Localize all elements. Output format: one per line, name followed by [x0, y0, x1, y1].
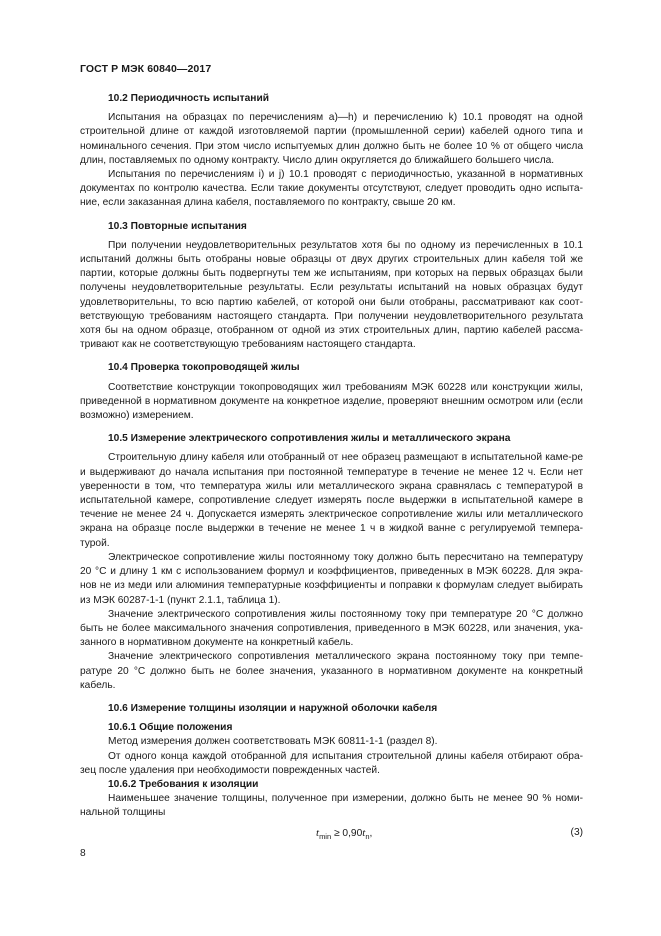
section-10-3 [80, 220, 583, 353]
paragraph: Наименьшее значение толщины, полученное при измерении, должно быть не менее 90 % номи-нальной толщины [80, 793, 583, 819]
formula-var: t [362, 826, 366, 839]
section-10-4 [80, 361, 583, 423]
section-10-5 [80, 432, 583, 693]
formula-tail: , [369, 827, 373, 839]
formula-sub: min [319, 831, 332, 841]
section-title: 10.5 Измерение электрического сопротивления жилы и металлического экрана [108, 433, 511, 445]
paragraph: Электрическое сопротивление жилы постоянному току должно быть пересчитано на температуру 20 °С и длину 1 км с использованием формул и коэффициентов, приведенных в МЭК 60228. Для экра-нов не из меди или алюминия температурные коэффициенты и поправки к формулам следует выбирать из МЭК 60287-1-1 (пункт 2.1.1, таблица 1). [80, 551, 583, 606]
subsection-title: 10.6.1 Общие положения [108, 722, 233, 734]
page-number: 8 [80, 848, 86, 859]
paragraph: При получении неудовлетворительных результатов хотя бы по одному из перечисленных в 10.1 испытаний должны быть отобраны новые образцы от двух других строительных длин кабеля той же партии, которые должны быть подвергнуты тем же испытаниям, при которых на первых образцах были получены неудовлетворительные результаты. Если результаты испытаний на новых образцах будут удовлетворительны, то всю партию кабелей, от которой они были отобраны, рассматривают как соот-ветствующую требованиям настоящего стандарта. При получении неудовлетворительного результата хотя бы на одном образце, отобранном от одной из этих строительных длин, партию кабелей рассма-тривают как не соответствующую требованиям настоящего стандарта. [80, 239, 583, 351]
paragraph: Значение электрического сопротивления жилы постоянному току при температуре 20 °С должно быть не более максимального значения сопротивления, приведенного в МЭК 60228, или значения, ука-занного в нормативном документе на конкретный кабель. [80, 608, 583, 649]
formula-var: t [316, 826, 320, 839]
subsection-title: 10.6.2 Требования к изоляции [108, 778, 259, 790]
paragraph: Испытания на образцах по перечислениям a)—h) и перечислению k) 10.1 проводят на одной строительной длине от каждой изготовляемой партии (промышленной серии) кабелей одного типа и номинального сечения. При этом число испытуемых длин должно быть не более 10 % от общего числа длин, поставляемых по одному контракту. Число длин округляется до ближайшего большего числа. [80, 112, 583, 166]
document-header: ГОСТ Р МЭК 60840—2017 [80, 63, 212, 75]
paragraph: Метод измерения должен соответствовать МЭК 60811-1-1 (раздел 8). [108, 736, 438, 748]
section-10-2 [80, 92, 583, 211]
paragraph: Испытания по перечислениям i) и j) 10.1 проводят с периодичностью, указанной в нормативных документах по контролю качества. Если такие документы отсутствуют, следует проводить одно испыта-ние, если заказанная длина кабеля, поставляемого по контракту, свыше 20 км. [80, 169, 583, 209]
section-title: 10.4 Проверка токопроводящей жилы [108, 362, 300, 374]
formula-sub: n [365, 831, 370, 841]
section-title: 10.6 Измерение толщины изоляции и наружной оболочки кабеля [108, 702, 438, 714]
section-10-6 [80, 702, 583, 821]
section-title: 10.2 Периодичность испытаний [108, 93, 269, 104]
formula-relation: ≥ 0,90 [331, 827, 363, 839]
paragraph: Строительную длину кабеля или отобранный от нее образец размещают в испытательной каме-ре и выдерживают до начала испытания при постоянной температуре в течение не менее 12 ч. Если нет уверенности в том, что температура жилы или металлического экрана сравнялась с температурой в испытательной камере, сопротивление следует измерять после выдержки в испытательной камере в течение не менее 24 ч. Допускается измерять электрическое сопротивление жилы или металлического экрана на образце после выдержки в течение не менее 1 ч в жидкой ванне с регулируемой темпера-турой. [80, 452, 583, 549]
paragraph: Значение электрического сопротивления металлического экрана постоянному току при темпе-ратуре 20 °С должно быть не более значения, указанного в нормативном документе на конкретный кабель. [80, 651, 583, 691]
paragraph: От одного конца каждой отобранной для испытания строительной длины кабеля отбирают обра-зец после удаления при необходимости поврежденных частей. [80, 750, 583, 776]
section-title: 10.3 Повторные испытания [108, 220, 247, 232]
document-body [80, 92, 583, 841]
formula-3 [80, 824, 583, 841]
paragraph: Соответствие конструкции токопроводящих жил требованиям МЭК 60228 или конструкции жилы, приведенной в нормативном документе на конкретное изделие, проверяют внешним осмотром или (если возможно) измерением. [80, 381, 583, 422]
formula-number: (3) [570, 826, 583, 838]
formula-expression [316, 826, 372, 844]
